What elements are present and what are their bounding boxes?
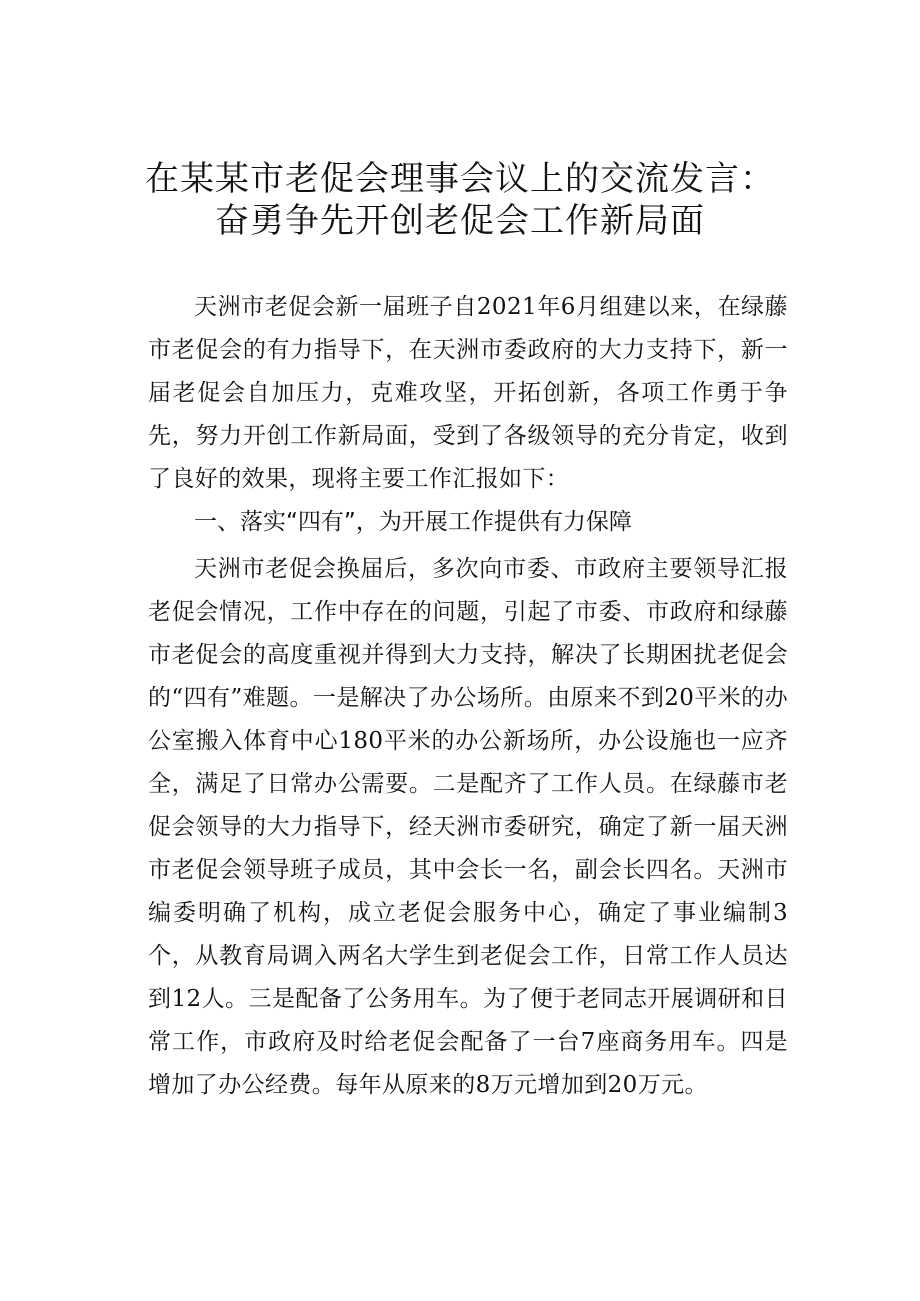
document-title-line2: 奋勇争先开创老促会工作新局面 [215, 201, 705, 241]
section1-paragraph-block [148, 548, 788, 1107]
intro-paragraph-block [148, 286, 788, 501]
section1-paragraph: 天洲市老促会换届后，多次向市委、市政府主要领导汇报老促会情况，工作中存在的问题，引起了市委、市政府和绿藤市老促会的高度重视并得到大力支持，解决了长期困扰老促会的“四有”难题。一是解决了办公场所。由原来不到20平米的办公室搬入体育中心180平米的办公新场所，办公设施也一应齐全，满足了日常办公需要。二是配齐了工作人员。在绿藤市老促会领导的大力指导下，经天洲市委研究，确定了新一届天洲市老促会领导班子成员，其中会长一名，副会长四名。天洲市编委明确了机构，成立老促会服务中心，确定了事业编制3个，从教育局调入两名大学生到老促会工作，日常工作人员达到12人。三是配备了公务用车。为了便于老同志开展调研和日常工作，市政府及时给老促会配备了一台7座商务用车。四是增加了办公经费。每年从原来的8万元增加到20万元。 [148, 556, 788, 1098]
intro-paragraph: 天洲市老促会新一届班子自2021年6月组建以来，在绿藤市老促会的有力指导下，在天洲市委政府的大力支持下，新一届老促会自加压力，克难攻坚，开拓创新，各项工作勇于争先，努力开创工作新局面，受到了各级领导的充分肯定，收到了良好的效果，现将主要工作汇报如下： [148, 294, 788, 492]
section1-heading: 一、落实“四有”，为开展工作提供有力保障 [194, 509, 632, 535]
document-title-line1: 在某某市老促会理事会议上的交流发言： [145, 159, 775, 199]
